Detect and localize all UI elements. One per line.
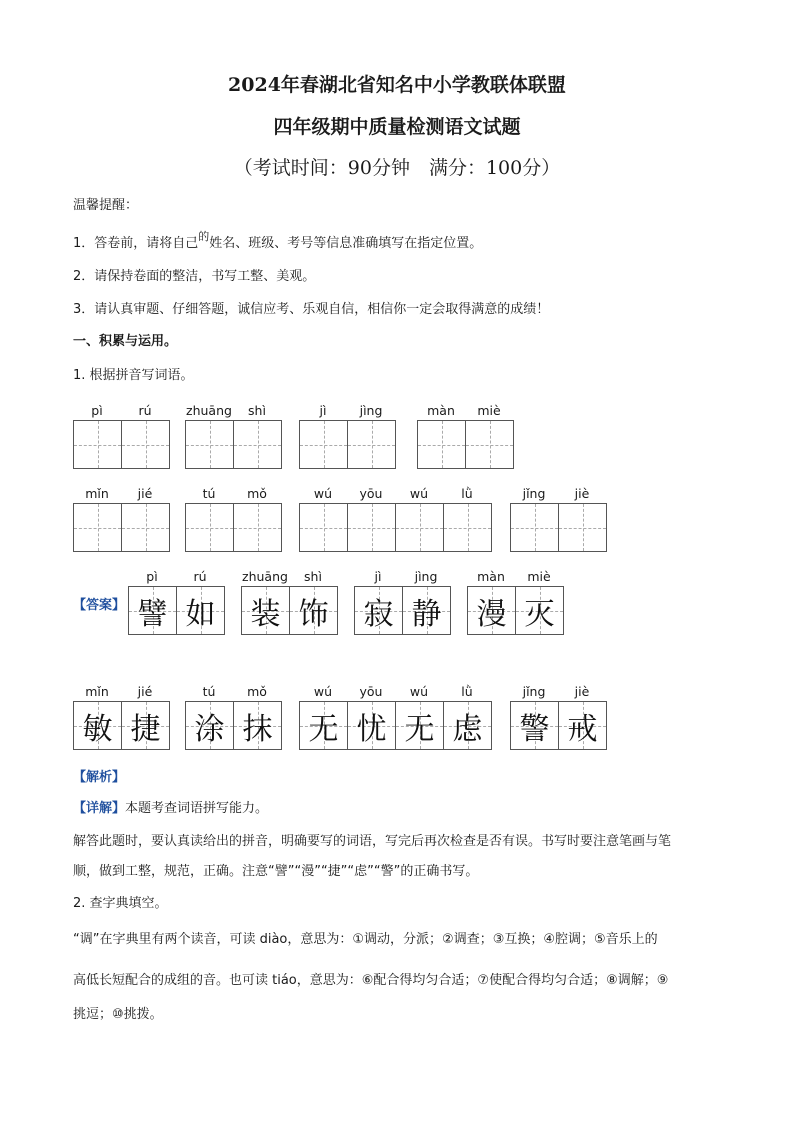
writing-box[interactable] xyxy=(233,503,282,552)
writing-box[interactable] xyxy=(299,420,348,469)
analysis-label: 【解析】 xyxy=(73,770,126,785)
notice-item-2: 2．请保持卷面的整洁，书写工整、美观。 xyxy=(73,269,316,284)
answer-char-box xyxy=(128,586,177,635)
answer-char-box xyxy=(233,701,282,750)
writing-box[interactable] xyxy=(510,503,559,552)
answer-char: 漫 xyxy=(476,596,507,632)
pinyin-label: jǐng xyxy=(522,684,546,699)
analysis-detail xyxy=(73,797,268,816)
pinyin-label: tú xyxy=(202,684,216,699)
pinyin-label: wú xyxy=(409,486,429,501)
pinyin-label: zhuāng xyxy=(186,403,232,418)
answer-char-box xyxy=(347,701,396,750)
answer-char-box xyxy=(395,701,444,750)
writing-box[interactable] xyxy=(347,420,396,469)
writing-box[interactable] xyxy=(347,503,396,552)
pinyin-label: miè xyxy=(477,403,501,418)
answer-char-box xyxy=(443,701,492,750)
notice-heading: 温馨提醒： xyxy=(73,198,139,213)
pinyin-label: jì xyxy=(319,403,327,418)
pinyin-label: wú xyxy=(409,684,429,699)
answer-char: 忧 xyxy=(356,711,387,747)
question-1-text: 1. 根据拼音写词语 xyxy=(73,368,181,383)
answer-char: 警 xyxy=(519,711,550,747)
notice-item-1-part-b: 姓名、班级、考号等信息准确填写在指定位置。 xyxy=(209,236,483,251)
answer-char: 譬 xyxy=(137,596,168,632)
pinyin-label: jìng xyxy=(414,569,438,584)
question-1-suffix: 。 xyxy=(180,368,194,383)
pinyin-label: pì xyxy=(91,403,103,418)
pinyin-label: màn xyxy=(427,403,455,418)
answer-char: 静 xyxy=(411,596,442,632)
pinyin-label: mǒ xyxy=(247,684,267,699)
writing-box[interactable] xyxy=(395,503,444,552)
answer-char-box xyxy=(241,586,290,635)
pinyin-label: jié xyxy=(137,486,153,501)
pinyin-label: jiè xyxy=(574,684,590,699)
writing-box[interactable] xyxy=(443,503,492,552)
pinyin-label: pì xyxy=(146,569,158,584)
pinyin-label: tú xyxy=(202,486,216,501)
answer-char: 寂 xyxy=(363,596,394,632)
pinyin-label: lǜ xyxy=(461,684,473,699)
exam-title: 2024年春湖北省知名中小学教联体联盟 xyxy=(228,74,566,96)
answer-char-box xyxy=(558,701,607,750)
pinyin-label: rú xyxy=(193,569,207,584)
notice-item-1 xyxy=(73,232,482,251)
section-heading: 一、积累与运用。 xyxy=(73,334,178,349)
pinyin-label: mǐn xyxy=(85,684,109,699)
pinyin-label: miè xyxy=(527,569,551,584)
pinyin-label: yōu xyxy=(359,486,383,501)
pinyin-label: yōu xyxy=(359,684,383,699)
writing-box[interactable] xyxy=(558,503,607,552)
answer-char-box xyxy=(289,586,338,635)
pinyin-label: wú xyxy=(313,684,333,699)
question-2-line-2: 高低长短配合的成组的音。也可读 tiáo，意思为：⑥配合得均匀合适；⑦使配合得均匀合适；⑧调解；⑨ xyxy=(73,973,669,988)
writing-box[interactable] xyxy=(185,503,234,552)
answer-char: 戒 xyxy=(567,711,598,747)
answer-char: 无 xyxy=(404,711,435,747)
writing-box[interactable] xyxy=(465,420,514,469)
pinyin-label: rú xyxy=(138,403,152,418)
writing-box[interactable] xyxy=(185,420,234,469)
writing-box[interactable] xyxy=(73,503,122,552)
pinyin-label: mǐn xyxy=(85,486,109,501)
question-2-line-1: “调”在字典里有两个读音，可读 diào，意思为：①调动，分派；②调查；③互换；④腔调；⑤音乐上的 xyxy=(73,932,658,947)
answer-char-box xyxy=(467,586,516,635)
answer-char: 饰 xyxy=(298,596,329,632)
answer-char-box xyxy=(73,701,122,750)
pinyin-label: màn xyxy=(477,569,505,584)
pinyin-label: jì xyxy=(374,569,382,584)
answer-label: 【答案】 xyxy=(73,598,126,613)
exam-time-score: （考试时间：90分钟 满分：100分） xyxy=(233,157,561,179)
pinyin-label: jiè xyxy=(574,486,590,501)
pinyin-label: shì xyxy=(304,569,322,584)
writing-box[interactable] xyxy=(121,420,170,469)
answer-char: 涂 xyxy=(194,711,225,747)
answer-char-box xyxy=(299,701,348,750)
pinyin-label: jié xyxy=(137,684,153,699)
answer-char-box xyxy=(515,586,564,635)
answer-char-box xyxy=(176,586,225,635)
answer-char: 灭 xyxy=(524,596,555,632)
question-1-title xyxy=(73,364,194,383)
answer-char-box xyxy=(354,586,403,635)
writing-box[interactable] xyxy=(121,503,170,552)
pinyin-label: jìng xyxy=(359,403,383,418)
answer-char-box xyxy=(510,701,559,750)
notice-item-1-part-a: 1．答卷前，请将自己 xyxy=(73,236,199,251)
answer-char: 抹 xyxy=(242,711,273,747)
answer-char-box xyxy=(185,701,234,750)
exam-subtitle: 四年级期中质量检测语文试题 xyxy=(273,116,521,138)
answer-char-box xyxy=(402,586,451,635)
writing-box[interactable] xyxy=(299,503,348,552)
pinyin-label: mǒ xyxy=(247,486,267,501)
notice-item-1-sup: 的 xyxy=(198,230,210,243)
answer-char: 虑 xyxy=(452,711,483,747)
answer-char: 无 xyxy=(308,711,339,747)
pinyin-label: zhuāng xyxy=(242,569,288,584)
analysis-paragraph-2: 顺，做到工整，规范，正确。注意“譬”“漫”“捷”“虑”“警”的正确书写。 xyxy=(73,864,479,879)
question-2-line-3: 挑逗；⑩挑拨。 xyxy=(73,1007,163,1022)
notice-item-3: 3．请认真审题、仔细答题，诚信应考、乐观自信，相信你一定会取得满意的成绩！ xyxy=(73,302,550,317)
answer-char: 敏 xyxy=(82,711,113,747)
answer-char: 装 xyxy=(250,596,281,632)
pinyin-label: shì xyxy=(248,403,266,418)
writing-box[interactable] xyxy=(233,420,282,469)
question-2-title: 2. 查字典填空。 xyxy=(73,896,168,911)
analysis-paragraph-1: 解答此题时，要认真读给出的拼音，明确要写的词语，写完后再次检查是否有误。书写时要注意笔画与笔 xyxy=(73,834,672,849)
answer-char: 捷 xyxy=(130,711,161,747)
answer-char-box xyxy=(121,701,170,750)
pinyin-label: lǜ xyxy=(461,486,473,501)
detail-text: 本题考查词语拼写能力。 xyxy=(125,801,269,816)
pinyin-label: wú xyxy=(313,486,333,501)
detail-label: 【详解】 xyxy=(73,801,126,816)
answer-char: 如 xyxy=(185,596,216,632)
writing-box[interactable] xyxy=(417,420,466,469)
pinyin-label: jǐng xyxy=(522,486,546,501)
writing-box[interactable] xyxy=(73,420,122,469)
